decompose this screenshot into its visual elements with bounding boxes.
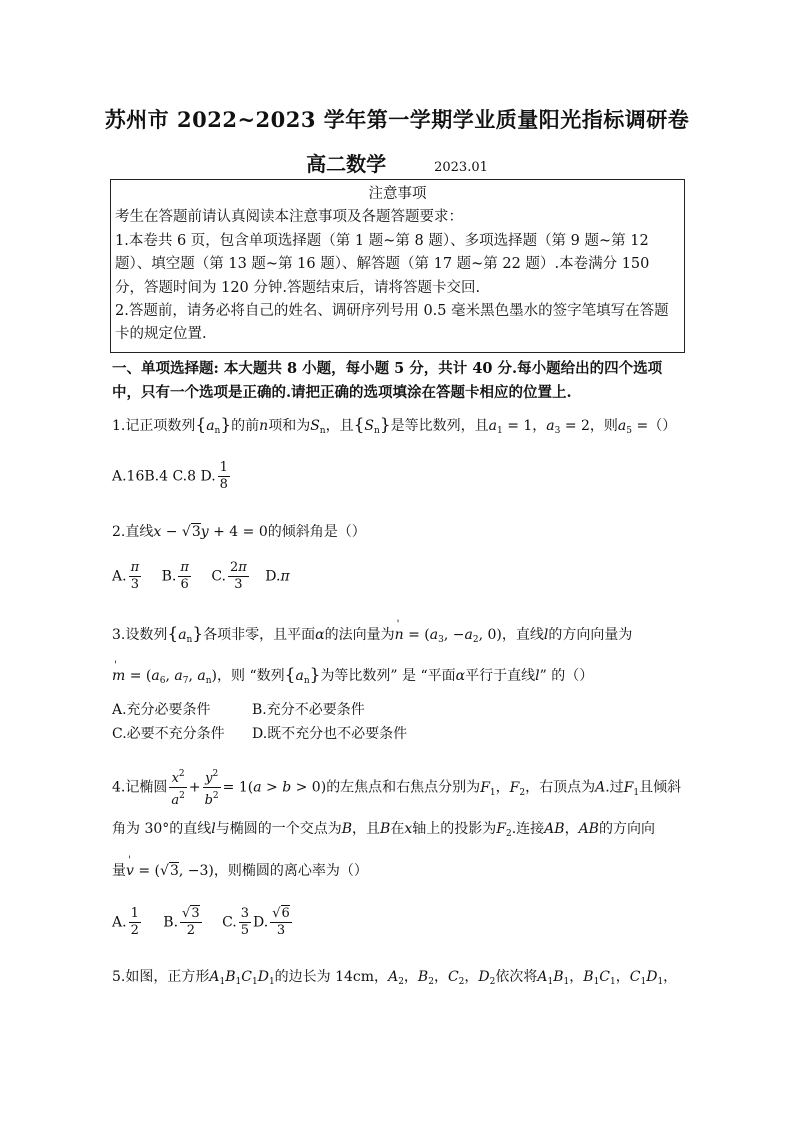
- q1-text-3: 项和为: [268, 418, 311, 434]
- question-3-line-2: ' $m = (a_6$, $a_7$, $a_n$)，则 “数列$\{a_n\}$为等比数列” 是 “平面α平行于直线l” 的（）: [112, 664, 692, 692]
- question-4: 4.记椭圆 $\frac{x^2}{a^2}$ + $\frac{y^2}{b^2}$ = 1(a > b > 0)的左焦点和右焦点分别为$F_1$，$F_2$，右顶点为A.过$F_1$且倾斜: [112, 766, 692, 809]
- q1-text-4: ，且: [325, 418, 354, 434]
- exam-subtitle: [0, 148, 794, 177]
- q2-options: A. $\frac{\pi}{3}$ B. $\frac{\pi}{6}$ C. $\frac{2\pi}{3}$ D.π: [112, 560, 290, 592]
- q1-option-d-fraction: $\frac{1}{8}$: [219, 460, 228, 492]
- q1-options: [112, 460, 692, 493]
- question-5: 5.如图，正方形$A_1B_1C_1D_1$的边长为 14cm，$A_2$，$B_2$，$C_2$，$D_2$依次将$A_1B_1$，$B_1C_1$，$C_1D_1$，: [112, 969, 678, 987]
- q1-text-2: 的前: [231, 418, 260, 434]
- question-3: 3.设数列$\{a_n\}$各项非零，且平面α的法向量为' $n = (a_3$, $-a_2$, 0)，直线l的方向向量为: [112, 623, 692, 651]
- question-4-line-2: 角为 30°的直线l与椭圆的一个交点为B，且B在x轴上的投影为$F_2$.连接AB，AB的方向向: [112, 821, 655, 839]
- q1-text-6: ，: [532, 418, 547, 434]
- exam-title: 苏州市 2022~2023 学年第一学期学业质量阳光指标调研卷: [104, 107, 690, 132]
- question-4-line-3: 量' v = (√3, −3)，则椭圆的离心率为（）: [112, 860, 692, 882]
- q4-options: A. $\frac{1}{2}$ B. $\frac{√3}{2}$ C. $\frac{3}{5}$ D. $\frac{√6}{3}$: [112, 906, 290, 938]
- exam-date: 2023.01: [434, 160, 488, 175]
- q2-text-1: 2.直线: [112, 524, 154, 540]
- q1-text-5: 是等比数列，且: [390, 418, 489, 434]
- question-1: 1.记正项数列$\{a_n\}$的前n项和为$S_n$，且$\{S_n\}$是等比数列，且$a_1 = 1$，$a_3 = 2$，则$a_5$ =（）: [112, 415, 677, 436]
- q1-text-8: （）: [648, 418, 677, 434]
- q3-options-row-2: C.必要不充分条件 D.既不充分也不必要条件: [112, 726, 408, 742]
- q1-text-1: 1.记正项数列: [112, 418, 196, 434]
- q1-options-text: A.16B.4 C.8 D.: [112, 468, 216, 485]
- notice-item-2: 2.答题前，请务必将自己的姓名、调研序列号用 0.5 毫米黑色墨水的签字笔填写在答题卡的规定位置.: [115, 303, 669, 343]
- q3-options-row-1: A.充分必要条件 B.充分不必要条件: [112, 702, 365, 718]
- q2-text-2: 的倾斜角是（）: [267, 524, 366, 540]
- notice-box: [110, 179, 685, 353]
- subject-label: 高二数学: [306, 152, 387, 176]
- q1-text-7: ，则: [589, 418, 618, 434]
- question-2: 2.直线x − √3y + 4 = 0的倾斜角是（）: [112, 524, 366, 540]
- section-heading: 一、单项选择题: 本大题共 8 小题，每小题 5 分，共计 40 分.每小题给出的四个选项中，只有一个选项是正确的.请把正确的选项填涂在答题卡相应的位置上.: [112, 360, 663, 401]
- notice-heading: 注意事项: [368, 186, 427, 202]
- notice-intro: 考生在答题前请认真阅读本注意事项及各题答题要求：: [115, 209, 463, 226]
- notice-item-1: 1.本卷共 6 页，包含单项选择题（第 1 题~第 8 题）、多项选择题（第 9 题~第 12 题）、填空题（第 13 题~第 16 题）、解答题（第 17 题~第 22 题）.本卷满分 150 分，答题时间为 120 分钟.答题结束后，请将答题卡交回.: [115, 232, 650, 296]
